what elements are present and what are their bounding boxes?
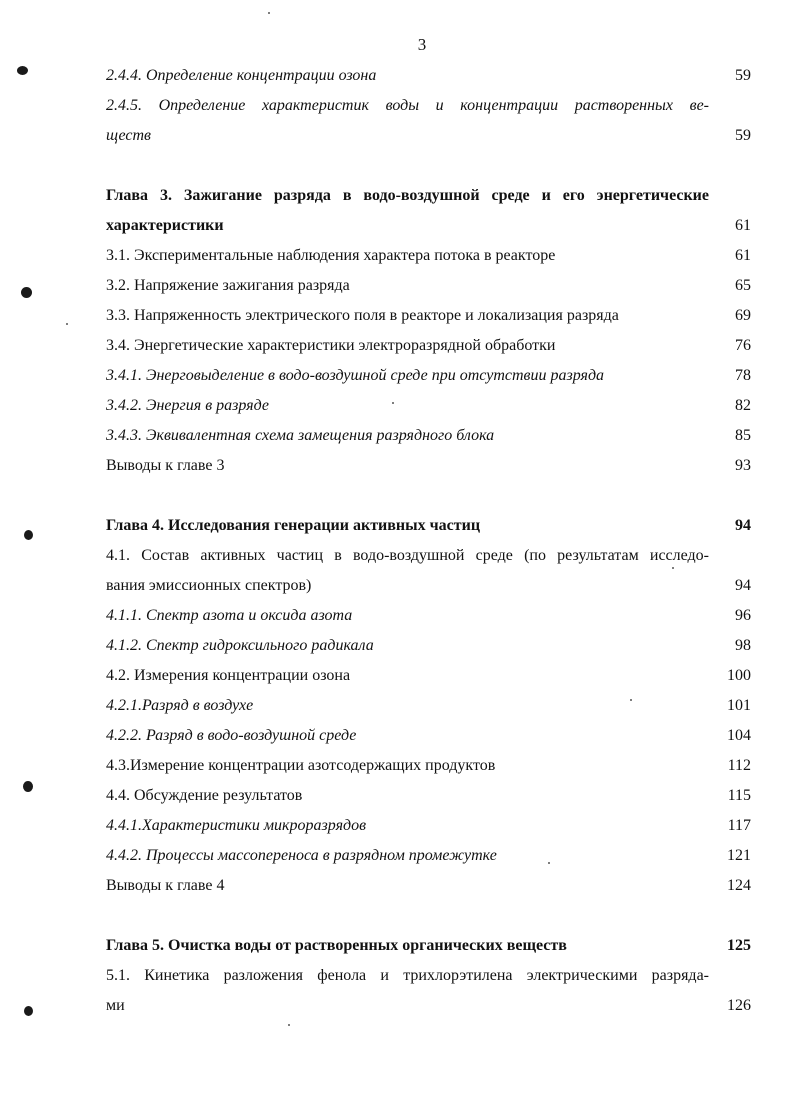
toc-entry-page: 112 [727,757,751,774]
toc-entry-page: 61 [735,217,751,234]
toc-entry-title: Выводы к главе 4 [106,877,225,894]
toc-chapter-heading [106,936,751,956]
toc-entry-page: 117 [727,817,751,834]
toc-entry-title: 3.4.1. Энерговыделение в водо-воздушной среде при отсутствии разряда [106,367,605,384]
toc-entry-page: 96 [735,607,751,624]
toc-entry-title: ществ [106,127,151,144]
scan-speck [672,567,674,569]
toc-entry [106,726,751,746]
toc-entry-title: 4.2.2. Разряд в водо-воздушной среде [106,727,357,744]
toc-chapter-heading [106,516,751,536]
toc-entry-title: Глава 3. Зажигание разряда в водо-воздушной среде и его энергетические [106,187,709,204]
toc-entry-page: 124 [727,877,751,894]
toc-entry-page: 78 [735,367,751,384]
toc-entry-title: 4.1.1. Спектр азота и оксида азота [106,607,353,624]
toc-entry-title: 4.4. Обсуждение результатов [106,787,303,804]
toc-entry [106,366,751,386]
punch-hole-mark [21,287,32,298]
punch-hole-mark [24,1006,33,1016]
toc-chapter-heading [106,216,751,236]
toc-entry-page: 100 [727,667,751,684]
toc-entry-title: 4.1.2. Спектр гидроксильного радикала [106,637,374,654]
toc-entry [106,636,751,656]
toc-entry-title: 3.3. Напряженность электрического поля в реакторе и локализация разряда [106,307,619,324]
toc-entry-page: 94 [735,517,751,534]
toc-entry-page: 121 [727,847,751,864]
toc-entry-title: 4.4.2. Процессы массопереноса в разрядном промежутке [106,847,497,864]
toc-entry-title: характеристики [106,217,224,234]
toc-entry-page: 59 [735,67,751,84]
scan-speck [392,402,394,404]
toc-entry-title: 4.3.Измерение концентрации азотсодержащих продуктов [106,757,496,774]
toc-entry [106,126,751,146]
toc-entry [106,786,751,806]
toc-entry [106,426,751,446]
scan-speck [268,12,270,14]
toc-entry [106,576,751,596]
toc-entry-page: 101 [727,697,751,714]
toc-entry-title: 2.4.5. Определение характеристик воды и концентрации растворенных ве- [106,97,709,114]
punch-hole-mark [17,66,28,75]
punch-hole-mark [23,781,33,792]
toc-entry-title: 3.2. Напряжение зажигания разряда [106,277,350,294]
page-number: 3 [417,35,427,54]
toc-entry-title: вания эмиссионных спектров) [106,577,312,594]
toc-entry [106,846,751,866]
toc-entry-page: 61 [735,247,751,264]
toc-entry [106,66,751,86]
toc-entry-title: 3.4. Энергетические характеристики электроразрядной обработки [106,337,556,354]
toc-entry-page: 65 [735,277,751,294]
toc-entry-title: 3.1. Экспериментальные наблюдения характера потока в реакторе [106,247,556,264]
toc-entry-title: Глава 4. Исследования генерации активных частиц [106,517,481,534]
toc-entry-page: 98 [735,637,751,654]
toc-entry-title: 4.2. Измерения концентрации озона [106,667,351,684]
toc-entry-title: 3.4.2. Энергия в разряде [106,397,269,414]
toc-entry [106,756,751,776]
scan-speck [630,699,632,701]
scan-speck [288,1024,290,1026]
toc-entry-title: 3.4.3. Эквивалентная схема замещения разрядного блока [106,427,495,444]
toc-entry-page: 59 [735,127,751,144]
toc-entry-title: 4.2.1.Разряд в воздухе [106,697,254,714]
toc-entry [106,546,751,566]
toc-entry [106,966,751,986]
toc-entry-page: 104 [727,727,751,744]
toc-chapter-heading [106,186,751,206]
toc-entry [106,396,751,416]
toc-entry-title: 2.4.4. Определение концентрации озона [106,67,377,84]
toc-entry-title: 5.1. Кинетика разложения фенола и трихлорэтилена электрическими разряда- [106,967,709,984]
toc-entry [106,606,751,626]
toc-entry-page: 126 [727,997,751,1014]
toc-entry [106,336,751,356]
toc-entry-title: 4.4.1.Характеристики микроразрядов [106,817,367,834]
toc-entry-page: 125 [727,937,751,954]
toc-entry-title: Выводы к главе 3 [106,457,225,474]
toc-entry [106,816,751,836]
toc-entry [106,306,751,326]
toc-entry-page: 69 [735,307,751,324]
toc-entry-title: ми [106,997,125,1014]
toc-entry-title: 4.1. Состав активных частиц в водо-воздушной среде (по результатам исследо- [106,547,709,564]
toc-entry-page: 115 [727,787,751,804]
toc-entry-page: 85 [735,427,751,444]
scan-speck [66,323,68,325]
toc-entry [106,456,751,476]
toc-entry [106,276,751,296]
scan-speck [548,862,550,864]
toc-entry [106,876,751,896]
toc-entry [106,96,751,116]
punch-hole-mark [24,530,33,540]
toc-entry [106,696,751,716]
toc-entry-title: Глава 5. Очистка воды от растворенных органических веществ [106,937,567,954]
toc-entry-page: 76 [735,337,751,354]
toc-entry [106,246,751,266]
toc-entry-page: 94 [735,577,751,594]
toc-entry [106,996,751,1016]
toc-entry [106,666,751,686]
toc-entry-page: 82 [735,397,751,414]
toc-entry-page: 93 [735,457,751,474]
